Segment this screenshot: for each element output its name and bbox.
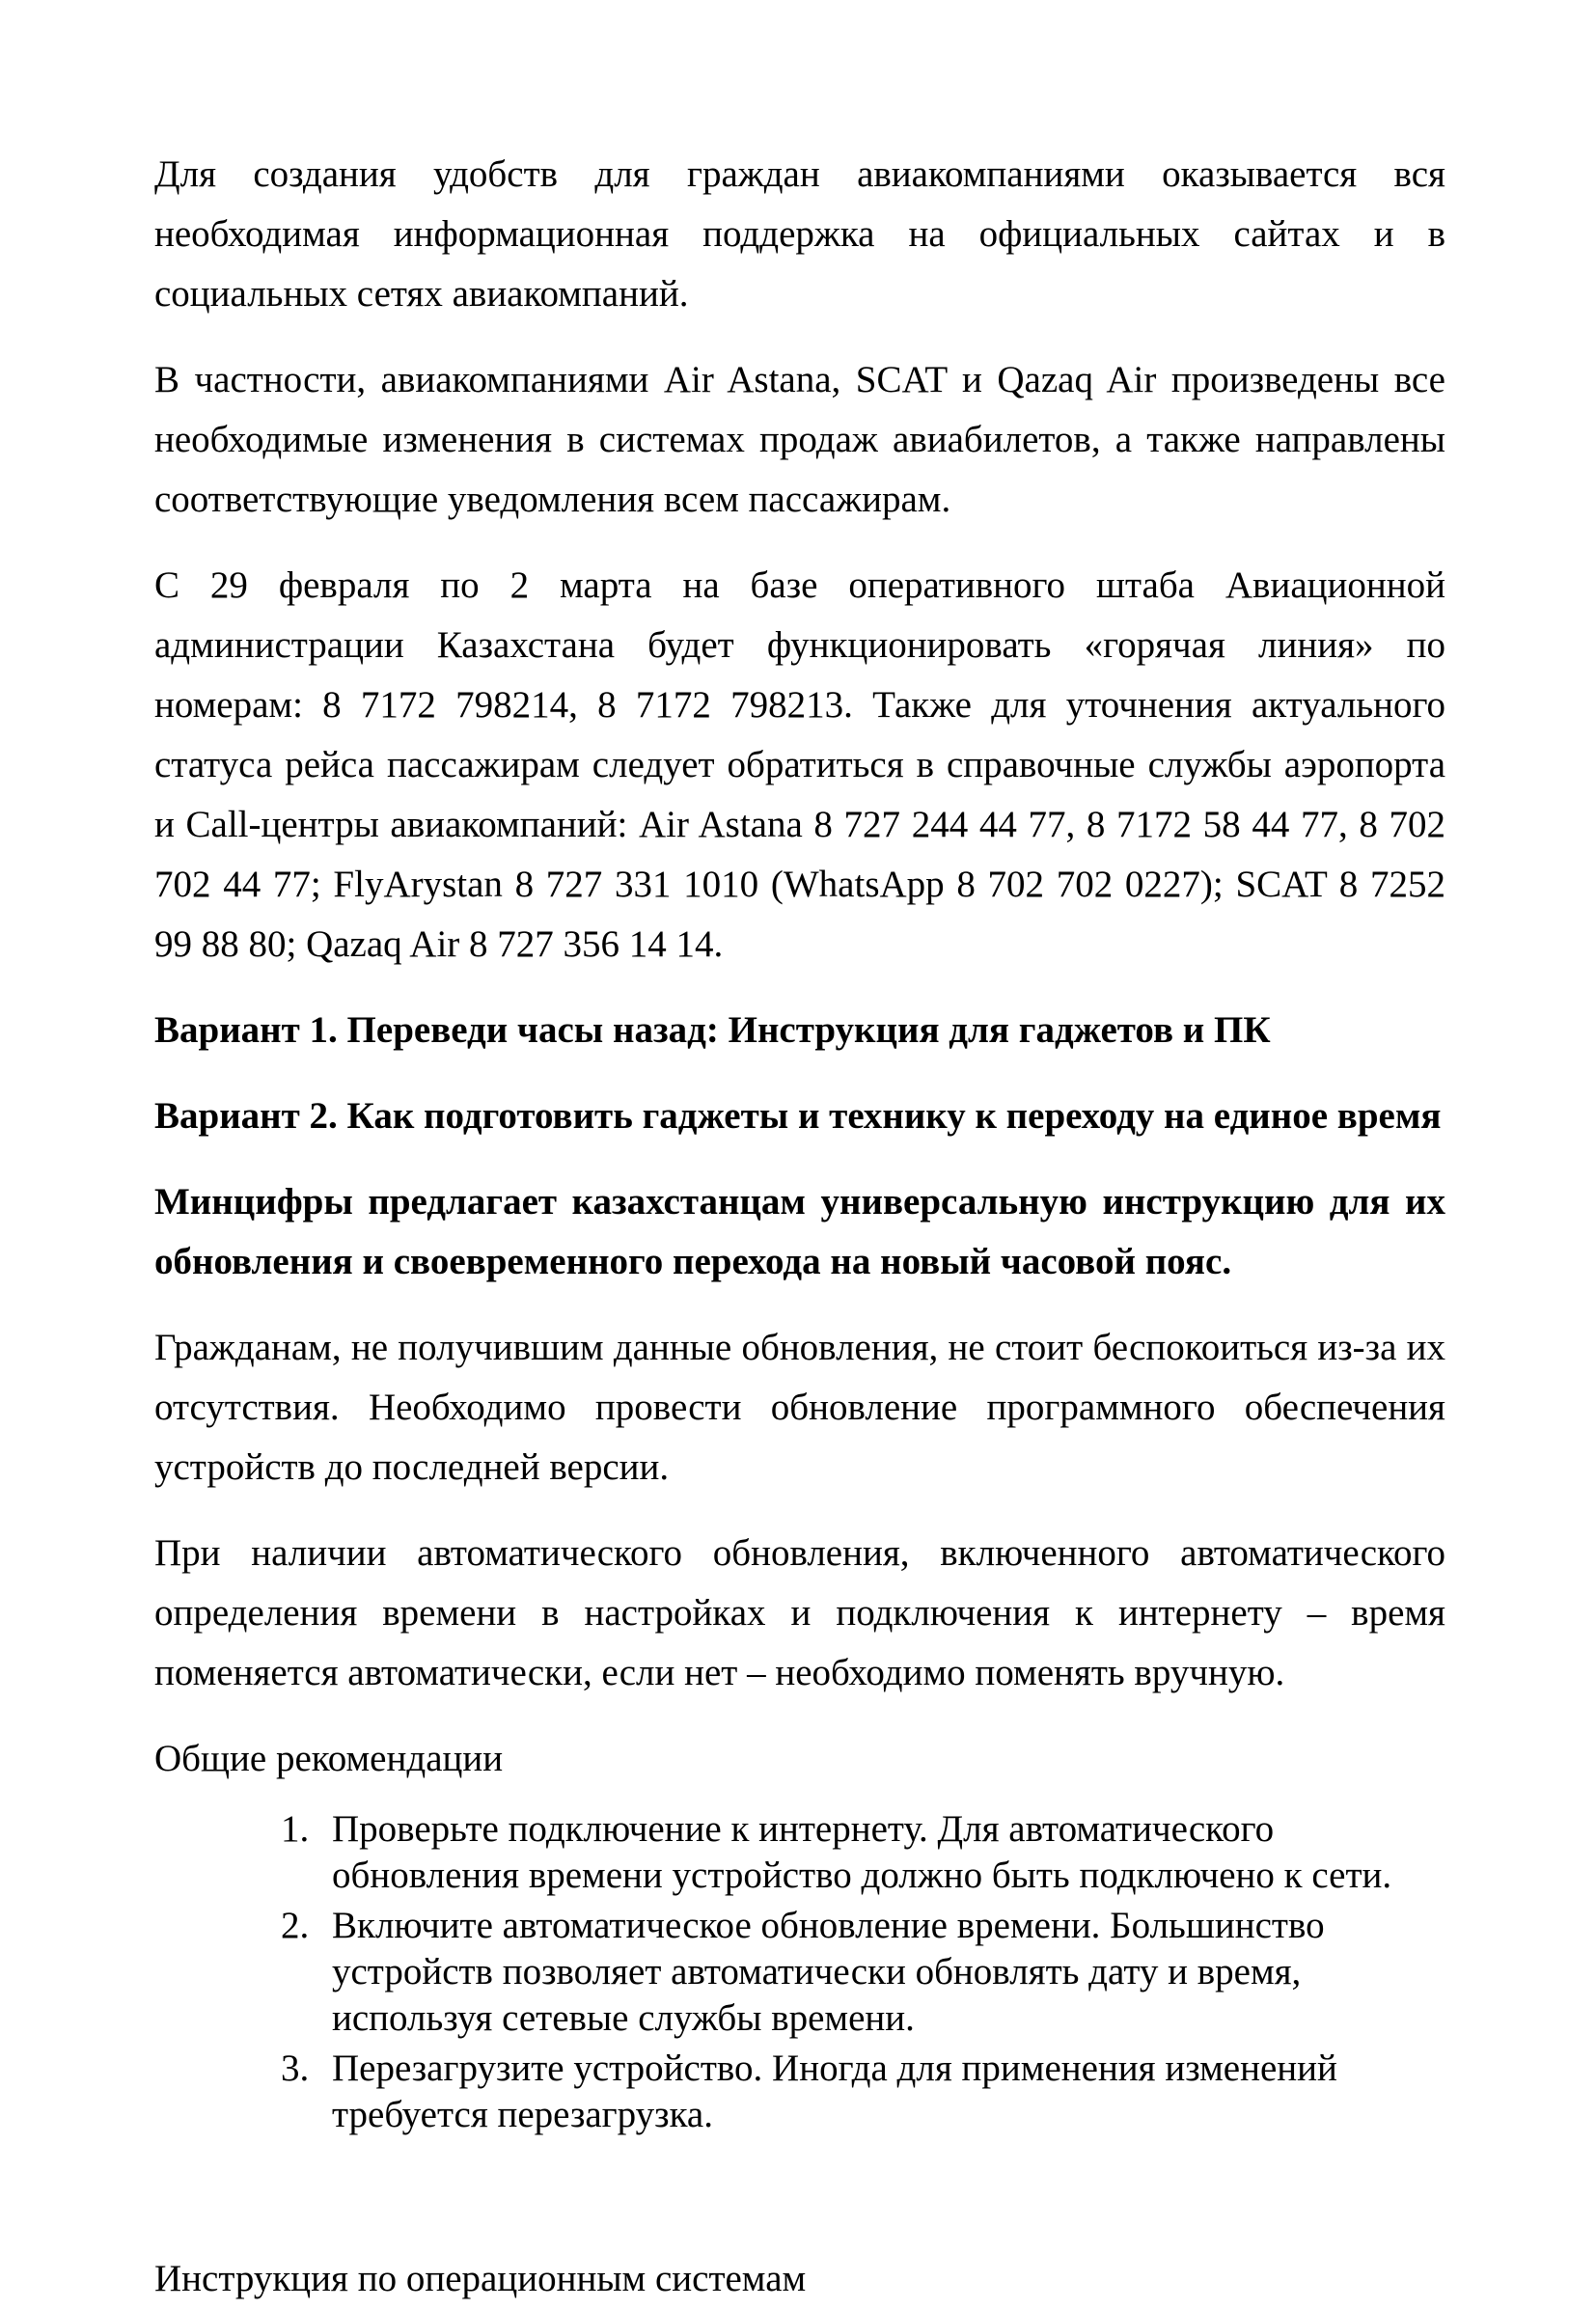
- paragraph-info-support: Для создания удобств для граждан авиакомпаниями оказывается вся необходимая информационная поддержка на официальных сайтах и в социальных сетях авиакомпаний.: [154, 153, 1445, 315]
- recommendation-item-restart: 3. Перезагрузите устройство. Иногда для применения изменений требуется перезагрузка.: [318, 2046, 1445, 2138]
- heading-variant-2: Вариант 2. Как подготовить гаджеты и технику к переходу на единое время: [154, 1095, 1442, 1137]
- recommendation-item-internet: 1. Проверьте подключение к интернету. Для автоматического обновления времени устройство должно быть подключено к сети.: [318, 1806, 1445, 1899]
- paragraph-auto-update: При наличии автоматического обновления, включенного автоматического определения времени в настройках и подключения к интернету – время поменяется автоматически, если нет – необходимо поменять вручную.: [154, 1532, 1445, 1693]
- recommendation-item-auto-time: 2. Включите автоматическое обновление времени. Большинство устройств позволяет автоматически обновлять дату и время, используя сетевые службы времени.: [318, 1903, 1445, 2042]
- heading-variant-1: Вариант 1. Переведи часы назад: Инструкция для гаджетов и ПК: [154, 1009, 1271, 1051]
- paragraph-mincifry-lead: Минцифры предлагает казахстанцам универсальную инструкцию для их обновления и своевременного перехода на новый часовой пояс.: [154, 1181, 1445, 1282]
- recommendations-list: [154, 1806, 1445, 2138]
- paragraph-hotline-contacts: С 29 февраля по 2 марта на базе оперативного штаба Авиационной администрации Казахстана будет функционировать «горячая линия» по номерам: 8 7172 798214, 8 7172 798213. Также для уточнения актуального статуса рейса пассажирам следует обратиться в справочные службы аэропорта и Call-центры авиакомпаний: Air Astana 8 727 244 44 77, 8 7172 58 44 77, 8 702 702 44 77; FlyArystan 8 727 331 1010 (WhatsApp 8 702 702 0227); SCAT 8 7252 99 88 80; Qazaq Air 8 727 356 14 14.: [154, 564, 1445, 965]
- recommendations-title: Общие рекомендации: [154, 1738, 504, 1779]
- paragraph-os-instructions: Инструкция по операционным системам: [154, 2258, 807, 2299]
- paragraph-spacer: [154, 2164, 1445, 2249]
- paragraph-airlines-changes: В частности, авиакомпаниями Air Astana, SCAT и Qazaq Air произведены все необходимые изменения в системах продаж авиабилетов, а также направлены соответствующие уведомления всем пассажирам.: [154, 359, 1445, 520]
- paragraph-no-updates: Гражданам, не получившим данные обновления, не стоит беспокоиться из-за их отсутствия. Необходимо провести обновление программного обеспечения устройств до последней версии.: [154, 1327, 1445, 1488]
